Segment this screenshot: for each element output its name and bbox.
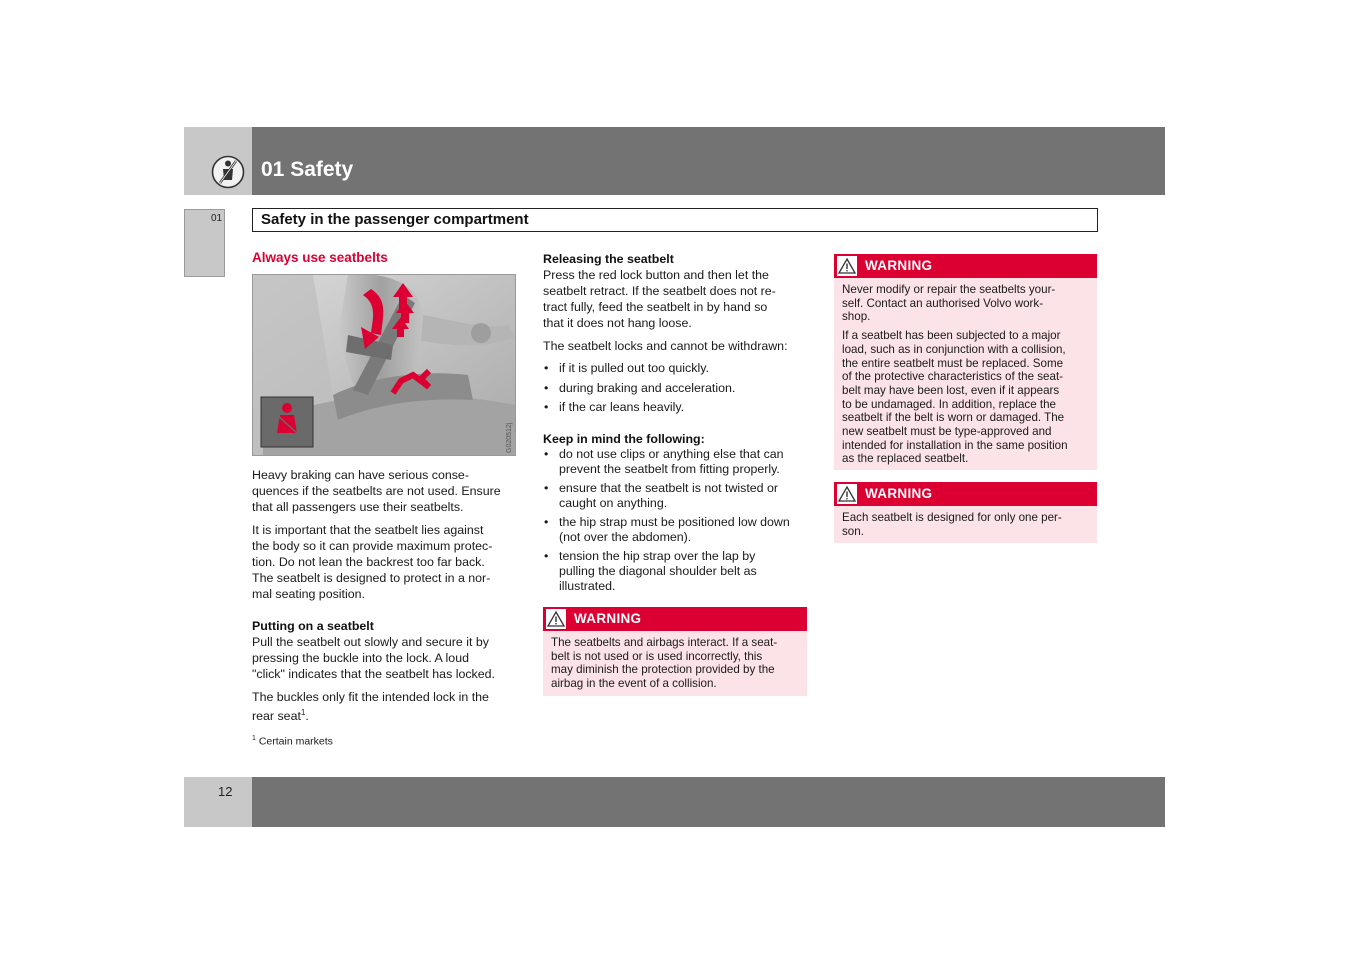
releasing-heading: Releasing the seatbelt [543, 252, 674, 266]
footnote-number: 1 [252, 735, 256, 742]
text-line: • ensure that the seatbelt is not twisted or [559, 481, 779, 495]
footer-bar [252, 777, 1165, 827]
text-line: mal seating position. [252, 587, 365, 601]
buckles-text: rear seat [252, 709, 301, 724]
warning-box-modify-repair [834, 254, 1097, 470]
warning-triangle-icon [837, 256, 857, 276]
footnote [252, 732, 333, 749]
text-line: tion. Do not lean the backrest too far back. [252, 555, 485, 569]
text-line: Each seatbelt is designed for only one per- [842, 511, 1062, 524]
text-line: tract fully, feed the seatbelt in by hand so [543, 300, 768, 314]
text-line: It is important that the seatbelt lies against [252, 523, 484, 537]
keep-in-mind-heading: Keep in mind the following: [543, 432, 705, 446]
text-line: the entire seatbelt must be replaced. Some [842, 356, 1064, 370]
list-item: • during braking and acceleration. [543, 381, 813, 396]
warning-header [834, 482, 1097, 506]
paragraph-braking [252, 467, 522, 515]
text-line: new seatbelt must be type-approved and [842, 425, 1052, 439]
warning-body [834, 506, 1097, 538]
warning-header [834, 254, 1097, 278]
text-line: may diminish the protection provided by the [551, 663, 775, 677]
paragraph-locks: The seatbelt locks and cannot be withdrawn: [543, 339, 788, 353]
image-code: G020512j [506, 422, 513, 453]
paragraph-releasing [543, 267, 813, 331]
text-line: If a seatbelt has been subjected to a major [842, 329, 1061, 343]
text-line [252, 705, 522, 724]
section-title: Safety in the passenger compartment [261, 211, 529, 228]
text-line: shop. [842, 310, 871, 324]
seatbelt-illustration [252, 274, 516, 456]
side-tab-label: 01 [211, 213, 223, 224]
text-line: Press the red lock button and then let the [543, 268, 769, 282]
text-line: that all passengers use their seatbelts. [252, 500, 464, 514]
text-line: • tension the hip strap over the lap by [559, 549, 756, 563]
text-line: that it does not hang loose. [543, 316, 692, 330]
text-line: as the replaced seatbelt. [842, 452, 969, 466]
seatbelt-warning-icon [211, 155, 245, 189]
text-line: belt is not used or is used incorrectly, this [551, 649, 763, 663]
list-item: • if it is pulled out too quickly. [543, 361, 813, 376]
text-line: son. [842, 524, 864, 538]
warning-body [543, 631, 807, 691]
text-line: intended for installation in the same position [842, 438, 1068, 452]
warning-triangle-icon [546, 609, 566, 629]
text-line: The seatbelts and airbags interact. If a seat- [551, 636, 778, 649]
text-line: The seatbelt is designed to protect in a nor- [252, 571, 491, 585]
list-item [543, 549, 813, 594]
list-item [543, 447, 813, 477]
text-line: (not over the abdomen). [559, 530, 692, 544]
warning-box-airbags [543, 607, 807, 696]
warning-triangle-icon [837, 484, 857, 504]
text-line: to be undamaged. In addition, replace the [842, 397, 1056, 411]
text-line: self. Contact an authorised Volvo work- [842, 296, 1044, 310]
putting-on-heading: Putting on a seatbelt [252, 619, 374, 633]
keep-in-mind-list [543, 447, 813, 594]
chapter-title: 01 Safety [261, 158, 354, 181]
footnote-text: Certain markets [258, 735, 333, 748]
text-line: Heavy braking can have serious conse- [252, 468, 469, 482]
page-number: 12 [218, 784, 233, 799]
text-line: belt may have been lost, even if it appears [842, 383, 1060, 397]
warning-label: WARNING [574, 611, 642, 626]
text-line: Never modify or repair the seatbelts your- [842, 283, 1056, 296]
warning-label: WARNING [865, 258, 933, 273]
list-item [543, 515, 813, 545]
text-line: The buckles only fit the intended lock in the [252, 690, 489, 704]
list-item [543, 481, 813, 511]
text-line: illustrated. [559, 579, 616, 593]
buckles-end: . [305, 709, 309, 724]
text-line: load, such as in conjunction with a collision, [842, 342, 1066, 356]
text-line: • the hip strap must be positioned low down [559, 515, 790, 529]
warning-box-one-person [834, 482, 1097, 543]
warning-header [543, 607, 807, 631]
locks-list [543, 361, 813, 415]
paragraph-buckles [252, 689, 522, 724]
always-use-seatbelts-heading: Always use seatbelts [252, 250, 388, 265]
text-line: Pull the seatbelt out slowly and secure it by [252, 635, 489, 649]
text-line: pulling the diagonal shoulder belt as [559, 564, 757, 578]
chapter-header-bar [252, 127, 1165, 195]
text-line: pressing the buckle into the lock. A loud [252, 651, 469, 665]
text-line: caught on anything. [559, 496, 668, 510]
text-line: • do not use clips or anything else that can [559, 447, 784, 461]
text-line: prevent the seatbelt from fitting properly. [559, 462, 780, 476]
text-line: seatbelt retract. If the seatbelt does not re- [543, 284, 776, 298]
list-item: • if the car leans heavily. [543, 400, 813, 415]
paragraph-seatbelt-position [252, 522, 522, 602]
warning-body [834, 278, 1097, 466]
text-line: the body so it can provide maximum protec- [252, 539, 493, 553]
warning-label: WARNING [865, 486, 933, 501]
footnote-ref: 1 [300, 708, 306, 717]
paragraph-putting-on [252, 634, 522, 682]
text-line: seatbelt if the belt is worn or damaged. The [842, 411, 1065, 425]
text-line: airbag in the event of a collision. [551, 677, 717, 691]
text-line: of the protective characteristics of the seat- [842, 370, 1064, 384]
text-line: "click" indicates that the seatbelt has locked. [252, 667, 495, 681]
text-line: quences if the seatbelts are not used. Ensure [252, 484, 501, 498]
